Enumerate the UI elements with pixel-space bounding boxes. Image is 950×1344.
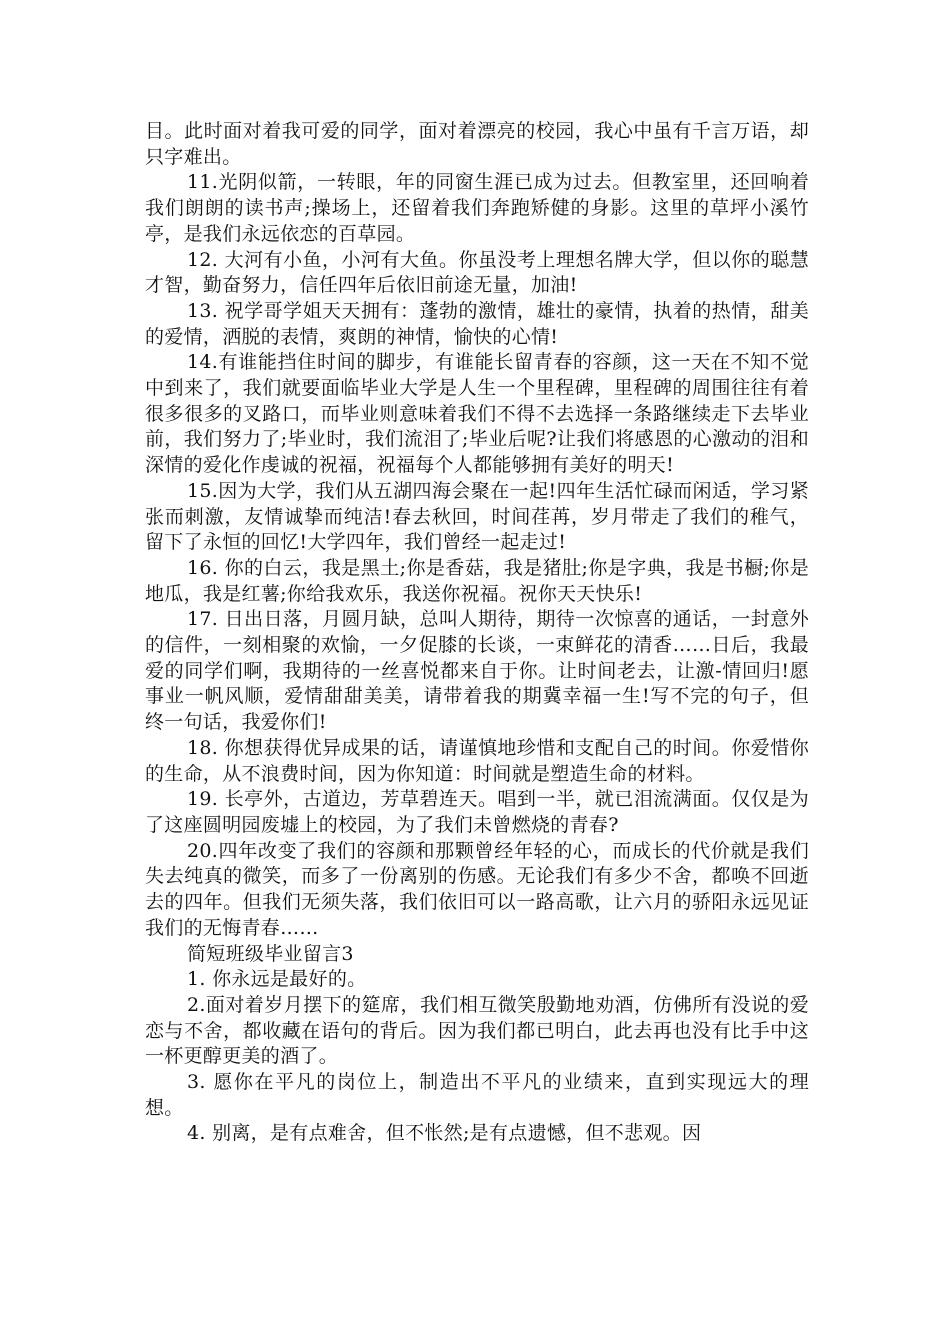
paragraph-item-15: 15.因为大学，我们从五湖四海会聚在一起!四年生活忙碌而闲适，学习紧张而刺激，友情诚挚而纯洁!春去秋回，时间荏苒，岁月带走了我们的稚气，留下了永恒的回忆!大学四年，我们曾经一起走过! bbox=[145, 479, 809, 554]
paragraph-item-1: 1. 你永远是最好的。 bbox=[187, 968, 367, 991]
paragraph-item-12: 12. 大河有小鱼，小河有大鱼。你虽没考上理想名牌大学，但以你的聪慧才智，勤奋努力，信任四年后依旧前途无量，加油! bbox=[145, 248, 809, 297]
paragraph-item-13: 13. 祝学哥学姐天天拥有：蓬勃的激情，雄壮的豪情，执着的热情，甜美的爱情，洒脱的表情，爽朗的神情，愉快的心情! bbox=[145, 299, 809, 348]
paragraph-continuation: 目。此时面对着我可爱的同学，面对着漂亮的校园，我心中虽有千言万语，却只字难出。 bbox=[145, 120, 809, 168]
paragraph-item-11: 11.光阴似箭，一转眼，年的同窗生涯已成为过去。但教室里，还回响着我们朗朗的读书声;操场上，还留着我们奔跑矫健的身影。这里的草坪小溪竹亭，是我们永远依恋的百草园。 bbox=[145, 171, 809, 245]
paragraph-item-18: 18. 你想获得优异成果的话，请谨慎地珍惜和支配自己的时间。你爱惜你的生命，从不浪费时间，因为你知道：时间就是塑造生命的材料。 bbox=[145, 736, 809, 785]
paragraph-item-20: 20.四年改变了我们的容颜和那颗曾经年轻的心，而成长的代价就是我们失去纯真的微笑，而多了一份离别的伤感。无论我们有多少不舍，都唤不回逝去的四年。但我们无须失落，我们依旧可以一路高歌，让六月的骄阳永远见证我们的无悔青春…… bbox=[145, 839, 809, 939]
paragraph-item-16: 16. 你的白云，我是黑土;你是香菇，我是猪肚;你是字典，我是书橱;你是地瓜，我是红薯;你给我欢乐，我送你祝福。祝你天天快乐! bbox=[145, 556, 809, 605]
paragraph-item-19: 19. 长亭外，古道边，芳草碧连天。唱到一半，就已泪流满面。仅仅是为了这座圆明园废墟上的校园，为了我们未曾燃烧的青春? bbox=[145, 788, 809, 836]
section-heading: 简短班级毕业留言3 bbox=[187, 942, 354, 965]
paragraph-item-14: 14.有谁能挡住时间的脚步，有谁能长留青春的容颜，这一天在不知不觉中到来了，我们就要面临毕业大学是人生一个里程碑，里程碑的周围往往有着很多很多的叉路口，而毕业则意味着我们不得不去选择一条路继续走下去毕业前，我们努力了;毕业时，我们流泪了;毕业后呢?让我们将感恩的心激动的泪和深情的爱化作虔诚的祝福，祝福每个人都能够拥有美好的明天! bbox=[145, 351, 809, 477]
document-page bbox=[145, 119, 809, 1147]
paragraph-item-17: 17. 日出日落，月圆月缺，总叫人期待，期待一次惊喜的通话，一封意外的信件，一刻相聚的欢愉，一夕促膝的长谈，一束鲜花的清香……日后，我最爱的同学们啊，我期待的一丝喜悦都来自于你。让时间老去，让激-情回归!愿事业一帆风顺，爱情甜甜美美，请带着我的期冀幸福一生!写不完的句子，但终一句话，我爱你们! bbox=[145, 608, 809, 734]
paragraph-item-3: 3. 愿你在平凡的岗位上，制造出不平凡的业绩来，直到实现远大的理想。 bbox=[145, 1071, 809, 1119]
paragraph-item-2: 2.面对着岁月摆下的筵席，我们相互微笑殷勤地劝酒，仿佛所有没说的爱恋与不舍，都收藏在语句的背后。因为我们都已明白，此去再也没有比手中这一杯更醇更美的酒了。 bbox=[145, 993, 809, 1068]
paragraph-item-4: 4. 别离，是有点难舍，但不怅然;是有点遗憾，但不悲观。因 bbox=[187, 1122, 702, 1145]
